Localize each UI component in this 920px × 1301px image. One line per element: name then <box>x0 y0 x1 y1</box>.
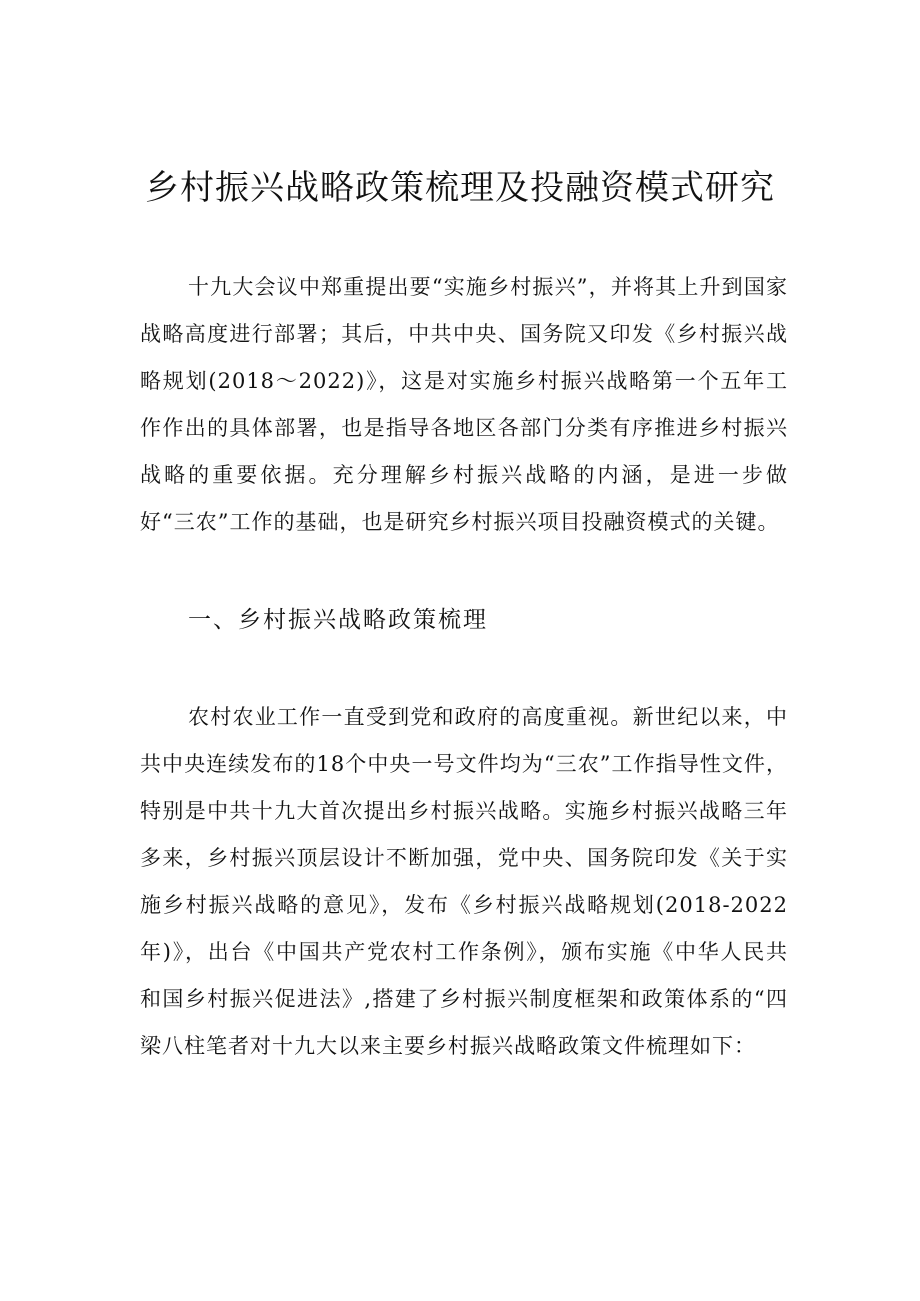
intro-paragraph: 十九大会议中郑重提出要“实施乡村振兴”，并将其上升到国家战略高度进行部署；其后，中共中央、国务院又印发《乡村振兴战略规划(2018～2022)》，这是对实施乡村振兴战略第一个五年工作作出的具体部署，也是指导各地区各部门分类有序推进乡村振兴战略的重要依据。充分理解乡村振兴战略的内涵，是进一步做好“三农”工作的基础，也是研究乡村振兴项目投融资模式的关键。 <box>140 275 788 534</box>
section-paragraph: 农村农业工作一直受到党和政府的高度重视。新世纪以来，中共中央连续发布的18个中央一号文件均为“三农”工作指导性文件，特别是中共十九大首次提出乡村振兴战略。实施乡村振兴战略三年多来，乡村振兴顶层设计不断加强，党中央、国务院印发《关于实施乡村振兴战略的意见》，发布《乡村振兴战略规划(2018-2022年)》，出台《中国共产党农村工作条例》，颁布实施《中华人民共和国乡村振兴促进法》,搭建了乡村振兴制度框架和政策体系的“四梁八柱笔者对十九大以来主要乡村振兴战略政策文件梳理如下： <box>140 705 788 1058</box>
section-heading: 一、乡村振兴战略政策梳理 <box>188 607 488 633</box>
document-title: 乡村振兴战略政策梳理及投融资模式研究 <box>145 168 775 208</box>
